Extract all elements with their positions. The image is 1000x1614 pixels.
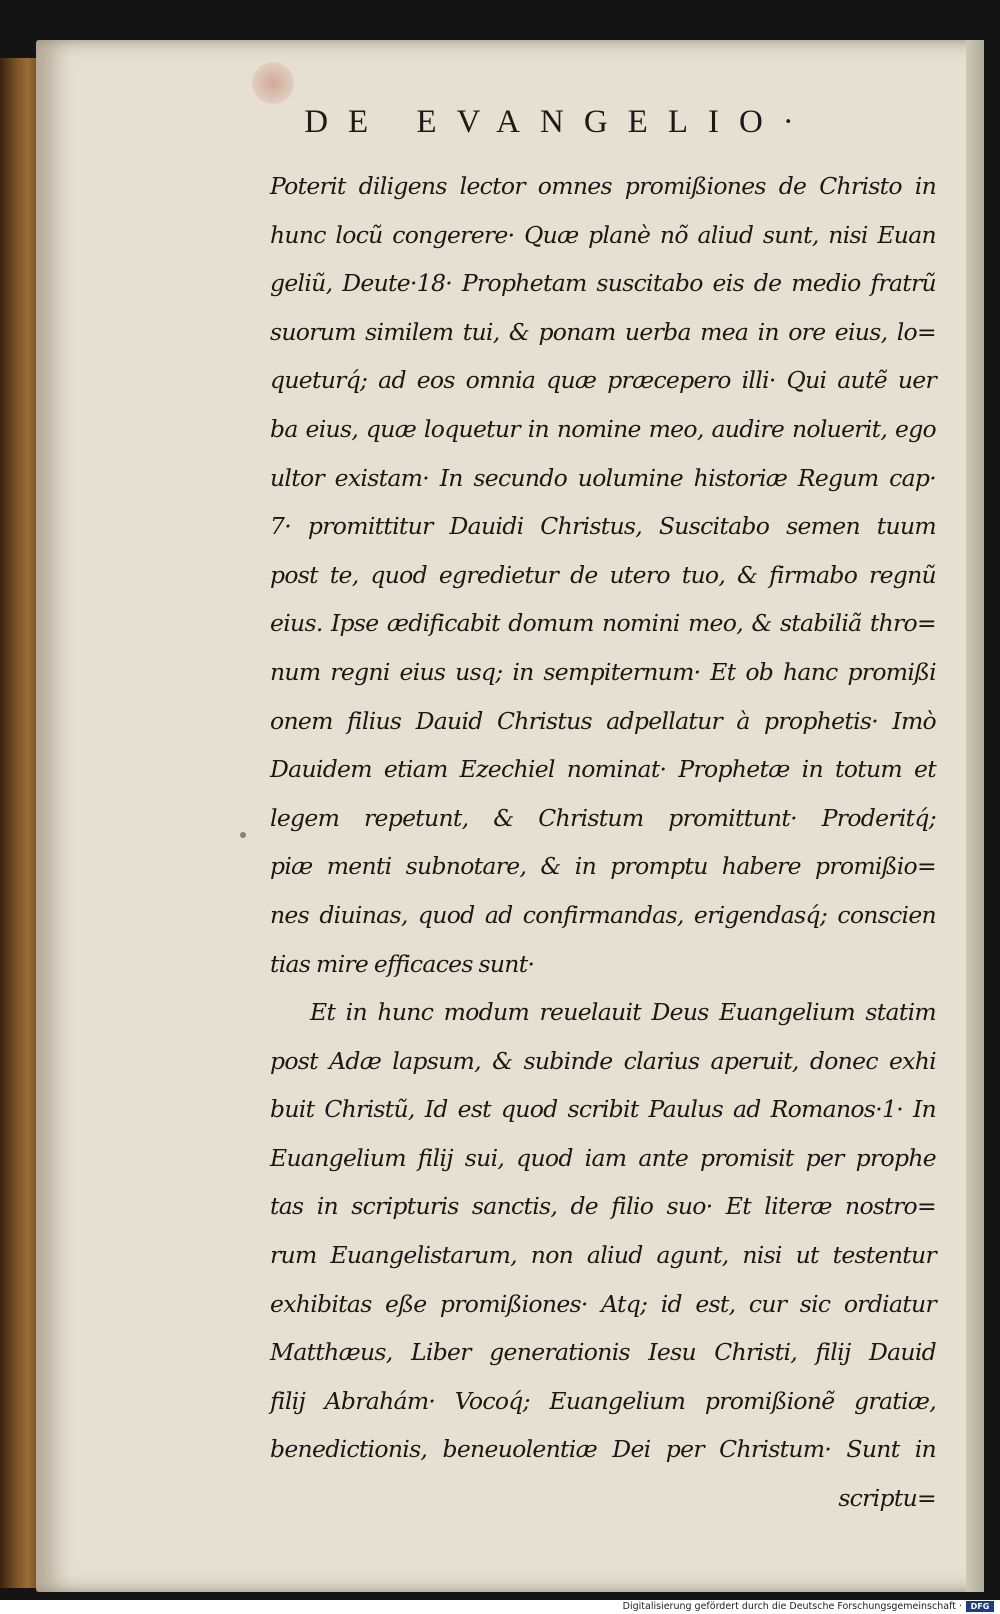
text-line: hunc locũ congerere· Quæ planè nõ aliud sunt, nisi Euan bbox=[270, 220, 936, 249]
page-stain bbox=[252, 62, 294, 104]
text-line: filij Abrahám· Vocoq́; Euangelium promißionẽ gratiæ, bbox=[270, 1386, 936, 1415]
text-line: nes diuinas, quod ad confirmandas, erigendasq́; conscien bbox=[270, 900, 936, 929]
text-line: ba eius, quæ loquetur in nomine meo, audire noluerit, ego bbox=[270, 414, 936, 443]
text-line: scriptu= bbox=[838, 1484, 936, 1513]
text-line: Euangelium filij sui, quod iam ante promisit per prophe bbox=[270, 1143, 936, 1172]
text-line: post te, quod egredietur de utero tuo, & firmabo regnũ bbox=[270, 560, 936, 589]
page-edge bbox=[966, 40, 984, 1592]
text-line: queturq́; ad eos omnia quæ præcepero illi· Qui autẽ uer bbox=[270, 366, 936, 395]
margin-mark bbox=[240, 832, 246, 838]
body-text bbox=[270, 162, 936, 1523]
text-line: rum Euangelistarum, non aliud agunt, nisi ut testentur bbox=[270, 1241, 936, 1270]
text-line: Et in hunc modum reuelauit Deus Euangelium statim bbox=[310, 998, 936, 1027]
text-line: exhibitas eße promißiones· Atq; id est, cur sic ordiatur bbox=[270, 1289, 936, 1318]
dfg-logo: DFG bbox=[966, 1601, 994, 1612]
text-line: Dauidem etiam Ezechiel nominat· Prophetæ in totum et bbox=[270, 755, 936, 784]
text-line: Poterit diligens lector omnes promißiones de Christo in bbox=[270, 172, 936, 200]
text-line: 7· promittitur Dauidi Christus, Suscitabo semen tuum bbox=[270, 512, 936, 541]
text-line: tias mire efficaces sunt· bbox=[270, 949, 535, 978]
text-line: suorum similem tui, & ponam uerba mea in ore eius, lo= bbox=[270, 317, 936, 346]
text-line: tas in scripturis sanctis, de filio suo· Et literæ nostro= bbox=[270, 1192, 936, 1221]
text-line: piæ menti subnotare, & in promptu habere promißio= bbox=[270, 852, 936, 881]
running-head: DE EVANGELIO· bbox=[304, 104, 814, 140]
text-line: geliũ, Deute·18· Prophetam suscitabo eis de medio fratrũ bbox=[270, 269, 936, 298]
text-line: ultor existam· In secundo uolumine historiæ Regum cap· bbox=[270, 463, 936, 492]
text-line: num regni eius usq; in sempiternum· Et ob hanc promißi bbox=[270, 657, 936, 686]
text-line: onem filius Dauid Christus adpellatur à prophetis· Imò bbox=[270, 706, 936, 735]
text-line: Matthæus, Liber generationis Iesu Christi, filij Dauid bbox=[270, 1338, 936, 1367]
text-line: post Adæ lapsum, & subinde clarius aperuit, donec exhi bbox=[270, 1046, 936, 1075]
footer-credit: Digitalisierung gefördert durch die Deutsche Forschungsgemeinschaft · bbox=[622, 1601, 962, 1612]
text-line: benedictionis, beneuolentiæ Dei per Christum· Sunt in bbox=[270, 1435, 936, 1464]
text-line: legem repetunt, & Christum promittunt· Proderitq́; bbox=[270, 803, 936, 832]
text-line: buit Christũ, Id est quod scribit Paulus ad Romanos·1· In bbox=[270, 1095, 936, 1124]
text-line: eius. Ipse ædificabit domum nomini meo, & stabiliã thro= bbox=[270, 609, 936, 638]
footer-bar bbox=[0, 1600, 1000, 1614]
